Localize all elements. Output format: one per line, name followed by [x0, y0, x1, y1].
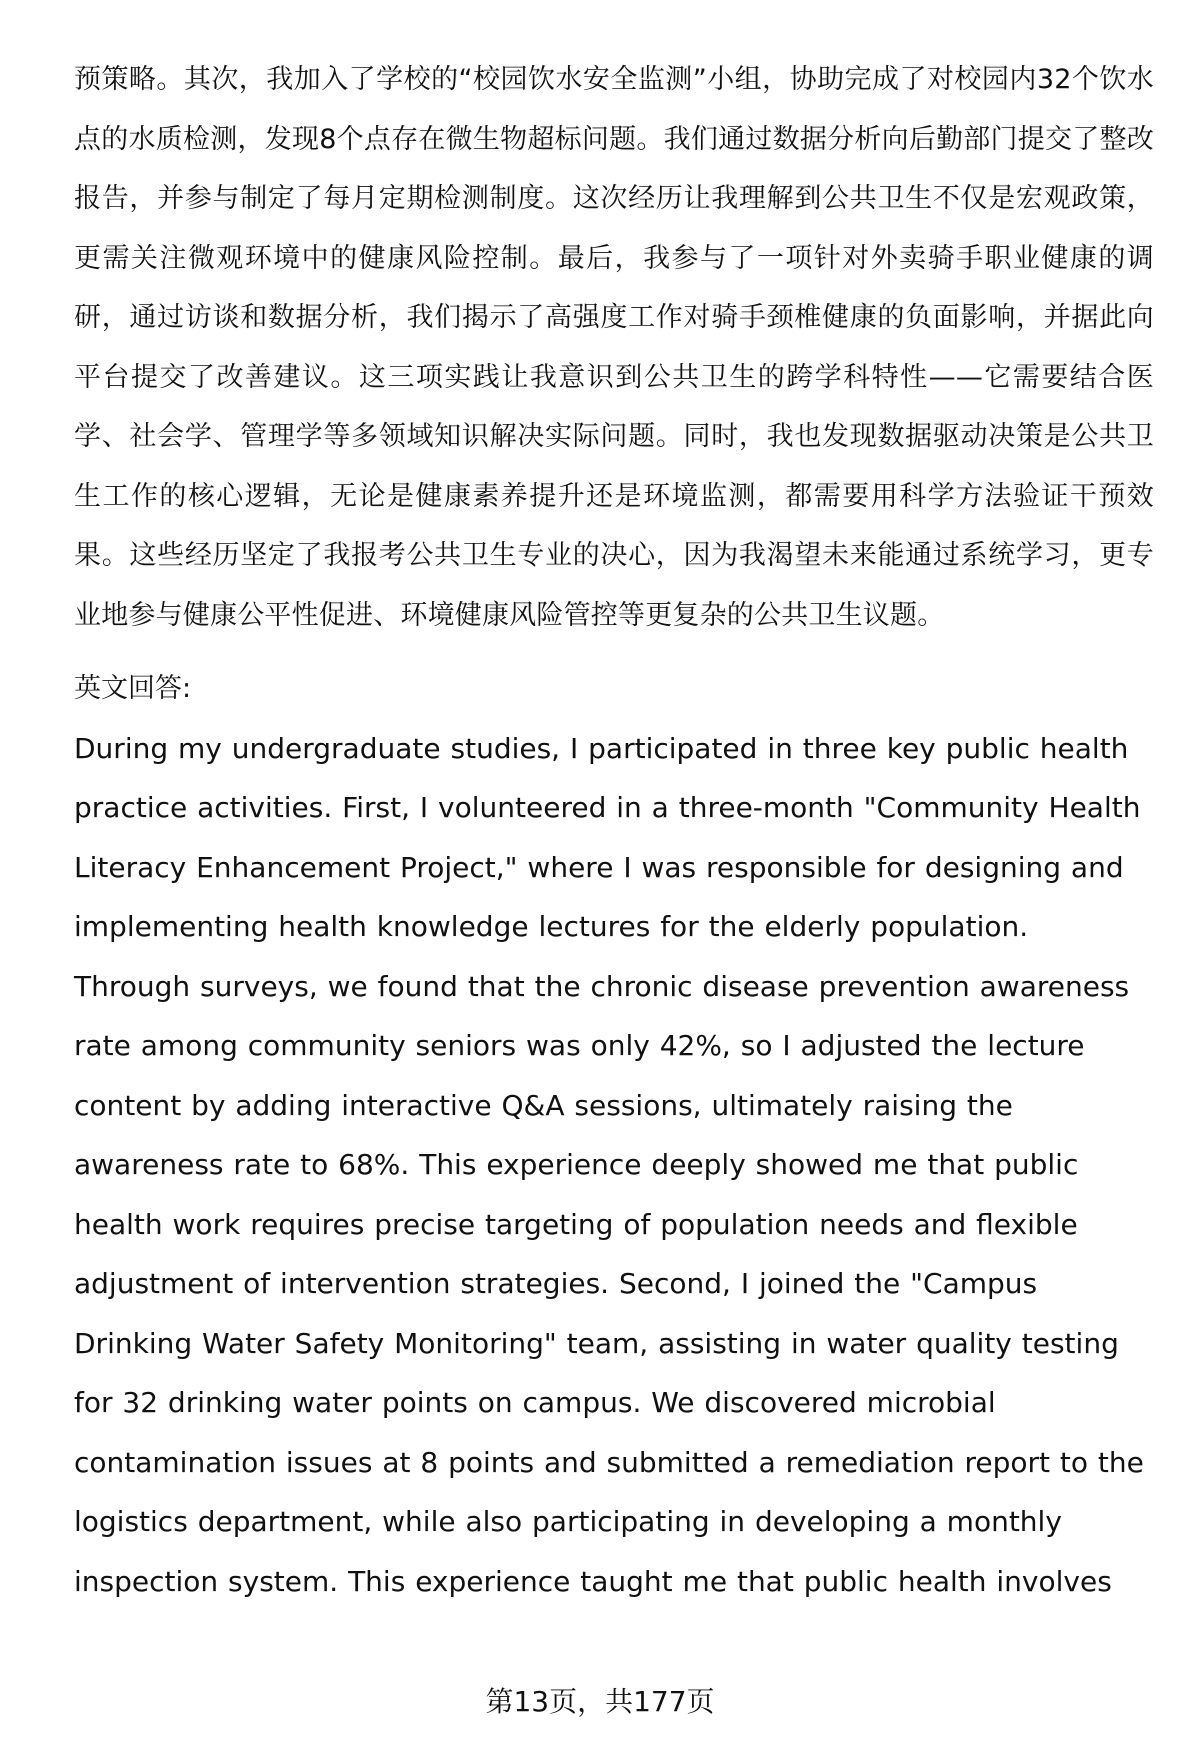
document-body — [74, 50, 1154, 1611]
chinese-answer-paragraph: 预策略。其次，我加入了学校的“校园饮水安全监测”小组，协助完成了对校园内32个饮水点的水质检测，发现8个点存在微生物超标问题。我们通过数据分析向后勤部门提交了整改报告，并参与制定了每月定期检测制度。这次经历让我理解到公共卫生不仅是宏观政策，更需关注微观环境中的健康风险控制。最后，我参与了一项针对外卖骑手职业健康的调研，通过访谈和数据分析，我们揭示了高强度工作对骑手颈椎健康的负面影响，并据此向平台提交了改善建议。这三项实践让我意识到公共卫生的跨学科特性——它需要结合医学、社会学、管理学等多领域知识解决实际问题。同时，我也发现数据驱动决策是公共卫生工作的核心逻辑，无论是健康素养提升还是环境监测，都需要用科学方法验证干预效果。这些经历坚定了我报考公共卫生专业的决心，因为我渴望未来能通过系统学习，更专业地参与健康公平性促进、环境健康风险管控等更复杂的公共卫生议题。 — [74, 64, 1154, 631]
page-number-footer: 第13页，共177页 — [485, 1685, 715, 1718]
english-answer-paragraph: During my undergraduate studies, I participated in three key public health practice activities. First, I volunteered in a three-month "Community Health Literacy Enhancement Project," where I was responsible for designing and implementing health knowledge lectures for the elderly population. Through surveys, we found that the chronic disease prevention awareness rate among community seniors was only 42%, so I adjusted the lecture content by adding interactive Q&A sessions, ultimately raising the awareness rate to 68%. This experience deeply showed me that public health work requires precise targeting of population needs and flexible adjustment of intervention strategies. Second, I joined the "Campus Drinking Water Safety Monitoring" team, assisting in water quality testing for 32 drinking water points on campus. We discovered microbial contamination issues at 8 points and submitted a remediation report to the logistics department, while also participating in developing a monthly inspection system. This experience taught me that public health involves — [74, 731, 1144, 1598]
english-answer-heading: 英文回答: — [74, 673, 192, 704]
